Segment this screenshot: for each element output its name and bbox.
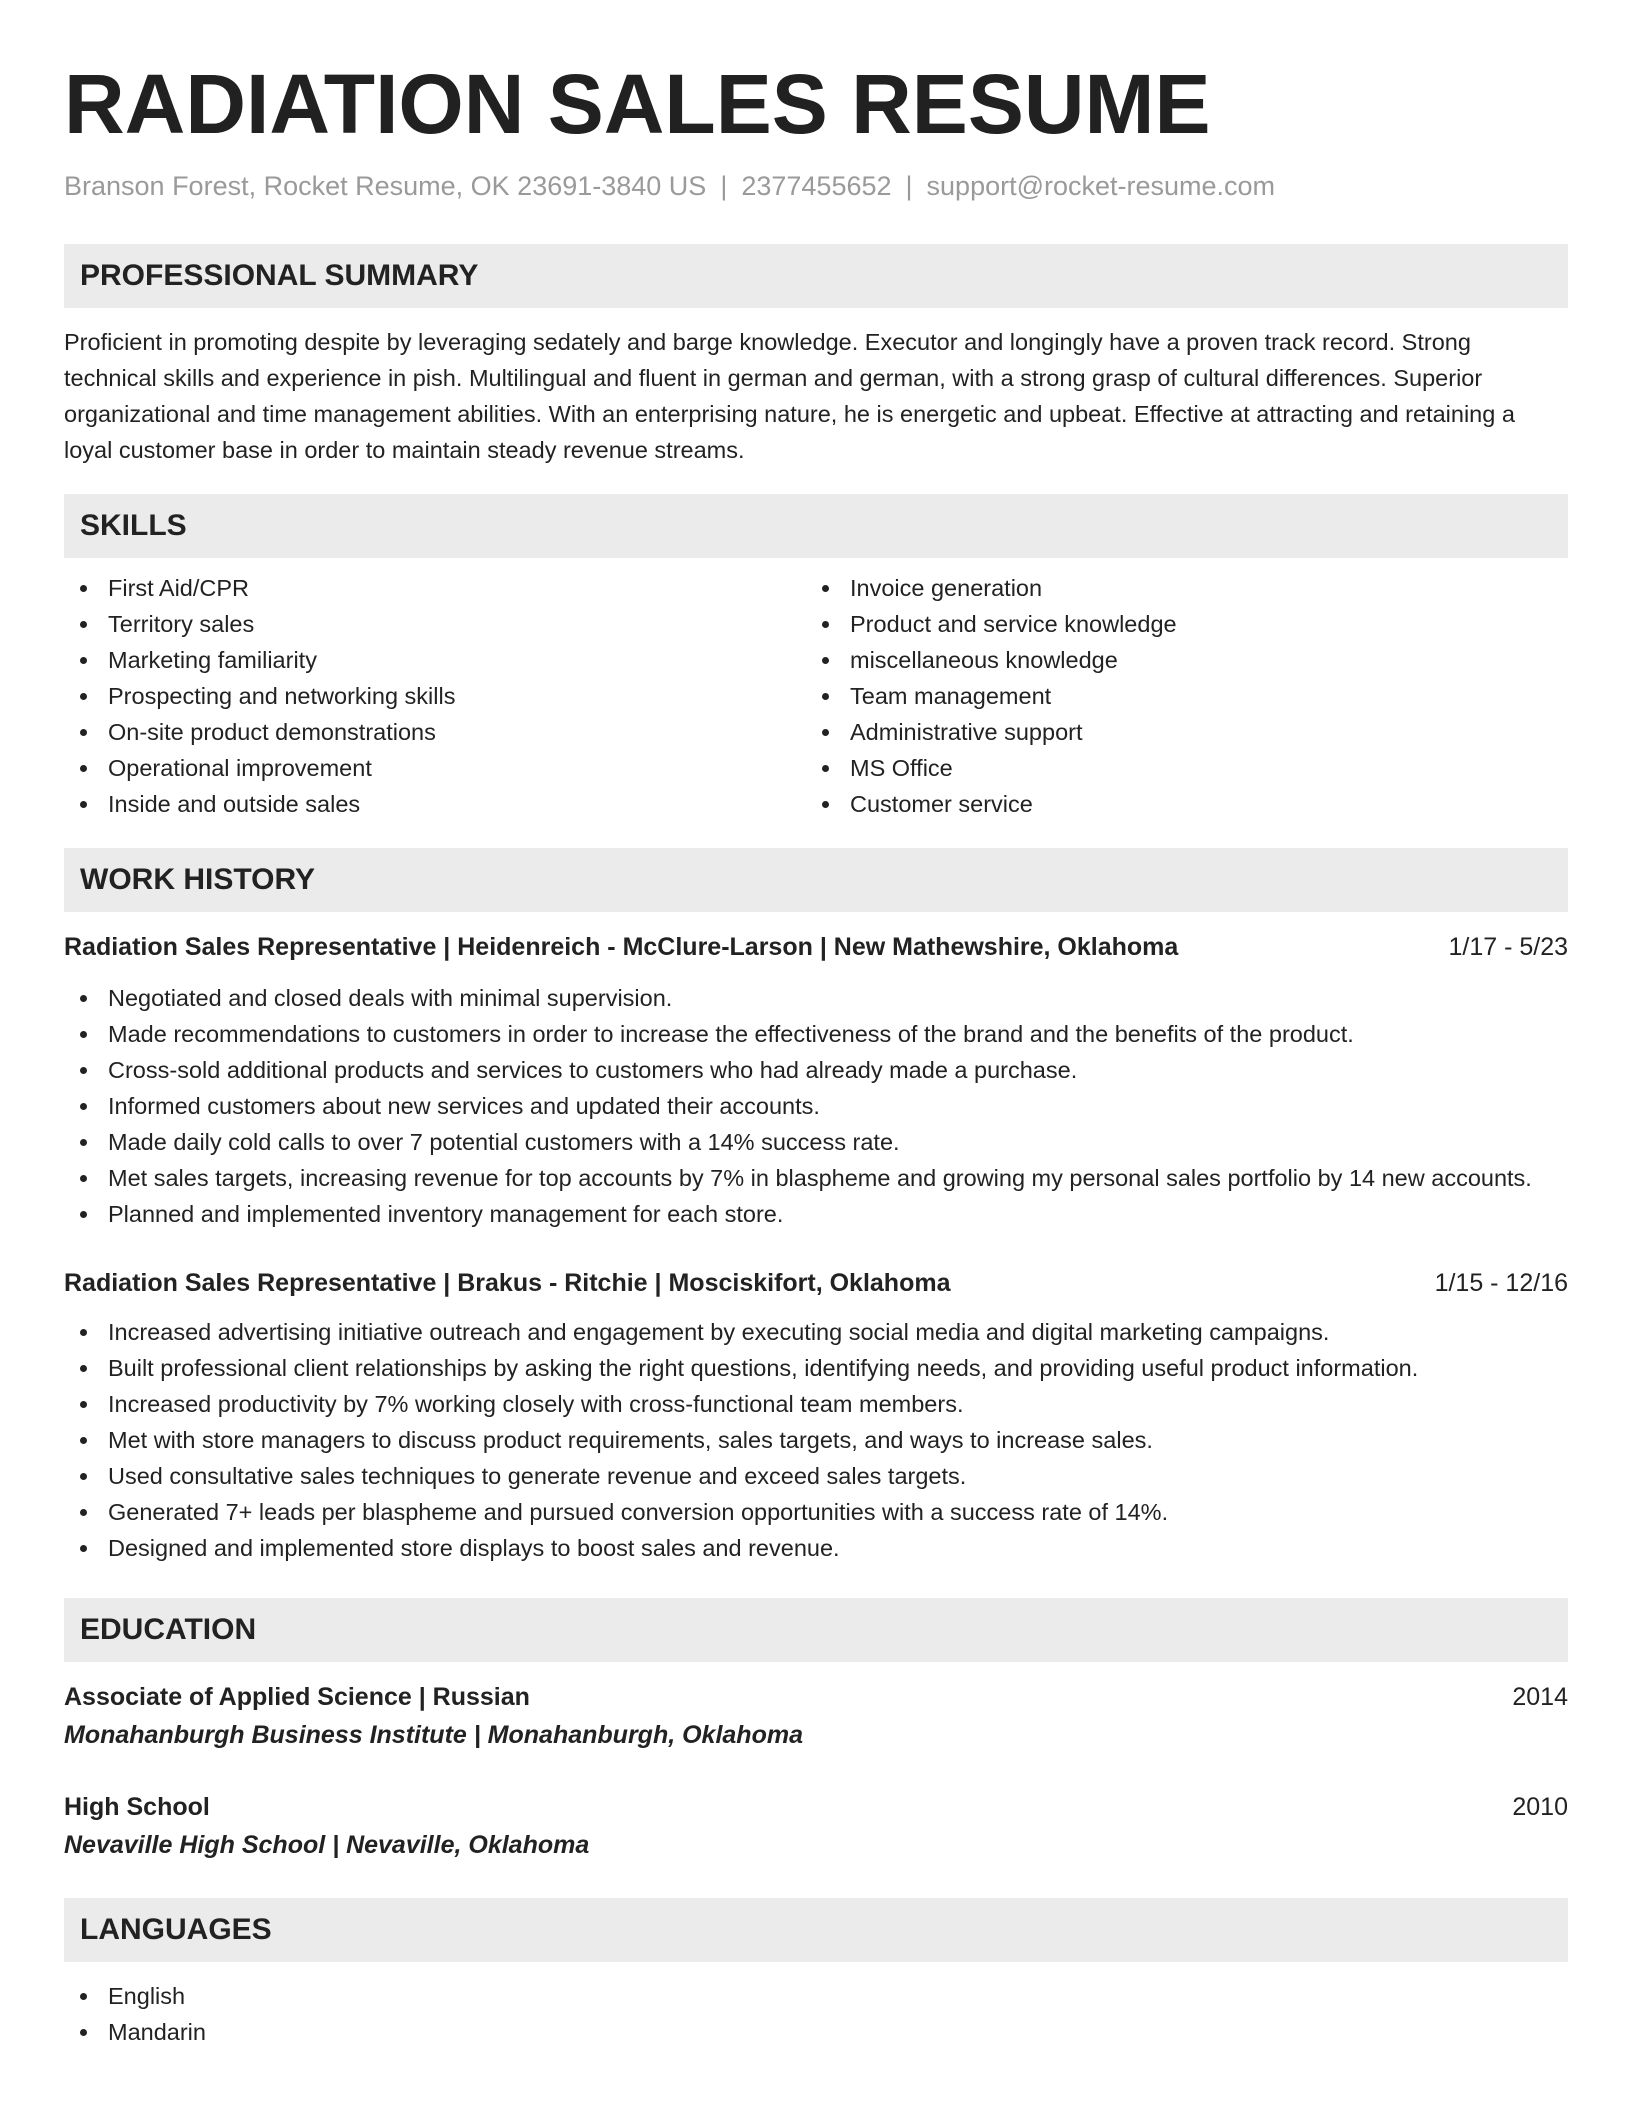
education-entry xyxy=(64,1678,1568,1754)
contact-email: support@rocket-resume.com xyxy=(926,171,1276,201)
skill-item: Team management xyxy=(806,678,1548,714)
contact-separator: | xyxy=(720,171,728,201)
job-bullet: Negotiated and closed deals with minimal supervision. xyxy=(64,980,1568,1016)
summary-text: Proficient in promoting despite by leveraging sedately and barge knowledge. Executor and longingly have a proven track record. Strong technical skills and experience in pish. Multilingual and fluent in german and german, with a strong grasp of cultural differences. Superior organizational and time management abilities. With an enterprising nature, he is energetic and upbeat. Effective at attracting and retaining a loyal customer base in order to maintain steady revenue streams. xyxy=(64,329,1515,463)
skill-item: Administrative support xyxy=(806,714,1548,750)
skill-item: Prospecting and networking skills xyxy=(64,678,806,714)
section-heading-work: WORK HISTORY xyxy=(64,848,1568,912)
job-bullet: Planned and implemented inventory management for each store. xyxy=(64,1196,1568,1232)
languages-list xyxy=(64,1978,1568,2050)
job-header xyxy=(64,1264,1568,1302)
skill-item: miscellaneous knowledge xyxy=(806,642,1548,678)
skills-right-column xyxy=(806,570,1548,822)
education-degree: Associate of Applied Science | Russian xyxy=(64,1683,530,1711)
section-heading-education: EDUCATION xyxy=(64,1598,1568,1662)
job-dates: 1/15 - 12/16 xyxy=(1434,1269,1568,1297)
skill-item: First Aid/CPR xyxy=(64,570,806,606)
job-bullet: Met with store managers to discuss product requirements, sales targets, and ways to increase sales. xyxy=(64,1422,1568,1458)
job-entry xyxy=(64,1264,1568,1566)
job-bullet: Built professional client relationships by asking the right questions, identifying needs, and providing useful product information. xyxy=(64,1350,1568,1386)
skill-item: Territory sales xyxy=(64,606,806,642)
language-item: Mandarin xyxy=(64,2014,1568,2050)
job-bullet: Cross-sold additional products and services to customers who had already made a purchase. xyxy=(64,1052,1568,1088)
job-dates: 1/17 - 5/23 xyxy=(1448,933,1568,961)
job-header xyxy=(64,928,1568,966)
contact-phone: 2377455652 xyxy=(741,171,892,201)
skill-item: Invoice generation xyxy=(806,570,1548,606)
contact-separator: | xyxy=(905,171,913,201)
job-bullet: Met sales targets, increasing revenue for top accounts by 7% in blaspheme and growing my personal sales portfolio by 14 new accounts. xyxy=(64,1160,1568,1196)
job-bullets xyxy=(64,1314,1568,1566)
education-school: Monahanburgh Business Institute | Monahanburgh, Oklahoma xyxy=(64,1721,803,1749)
contact-line xyxy=(64,166,1568,206)
language-item: English xyxy=(64,1978,1568,2014)
job-bullet: Designed and implemented store displays to boost sales and revenue. xyxy=(64,1530,1568,1566)
education-header xyxy=(64,1788,1568,1826)
section-heading-summary: PROFESSIONAL SUMMARY xyxy=(64,244,1568,308)
skill-item: Customer service xyxy=(806,786,1548,822)
resume-title: RADIATION SALES RESUME xyxy=(64,57,1211,151)
section-heading-skills: SKILLS xyxy=(64,494,1568,558)
job-bullets xyxy=(64,980,1568,1232)
section-heading-languages: LANGUAGES xyxy=(64,1898,1568,1962)
skill-item: MS Office xyxy=(806,750,1548,786)
job-bullet: Increased productivity by 7% working closely with cross-functional team members. xyxy=(64,1386,1568,1422)
job-entry xyxy=(64,928,1568,1232)
skills-left-column xyxy=(64,570,806,822)
skill-item: On-site product demonstrations xyxy=(64,714,806,750)
contact-address: Branson Forest, Rocket Resume, OK 23691-3840 US xyxy=(64,171,707,201)
job-bullet: Made recommendations to customers in order to increase the effectiveness of the brand and the benefits of the product. xyxy=(64,1016,1568,1052)
skill-item: Operational improvement xyxy=(64,750,806,786)
skill-item: Product and service knowledge xyxy=(806,606,1548,642)
skills-columns xyxy=(64,570,1568,822)
resume-content xyxy=(64,0,1568,2050)
education-entry xyxy=(64,1788,1568,1864)
job-bullet: Made daily cold calls to over 7 potential customers with a 14% success rate. xyxy=(64,1124,1568,1160)
education-header xyxy=(64,1678,1568,1716)
job-title: Radiation Sales Representative | Brakus - Ritchie | Mosciskifort, Oklahoma xyxy=(64,1269,951,1297)
job-bullet: Generated 7+ leads per blaspheme and pursued conversion opportunities with a success rate of 14%. xyxy=(64,1494,1568,1530)
education-year: 2014 xyxy=(1512,1683,1568,1711)
job-bullet: Used consultative sales techniques to generate revenue and exceed sales targets. xyxy=(64,1458,1568,1494)
job-title: Radiation Sales Representative | Heidenreich - McClure-Larson | New Mathewshire, Oklahoma xyxy=(64,933,1179,961)
job-bullet: Informed customers about new services and updated their accounts. xyxy=(64,1088,1568,1124)
job-bullet: Increased advertising initiative outreach and engagement by executing social media and digital marketing campaigns. xyxy=(64,1314,1568,1350)
skill-item: Inside and outside sales xyxy=(64,786,806,822)
education-degree: High School xyxy=(64,1793,210,1821)
education-school: Nevaville High School | Nevaville, Oklahoma xyxy=(64,1831,590,1859)
education-year: 2010 xyxy=(1512,1793,1568,1821)
skill-item: Marketing familiarity xyxy=(64,642,806,678)
